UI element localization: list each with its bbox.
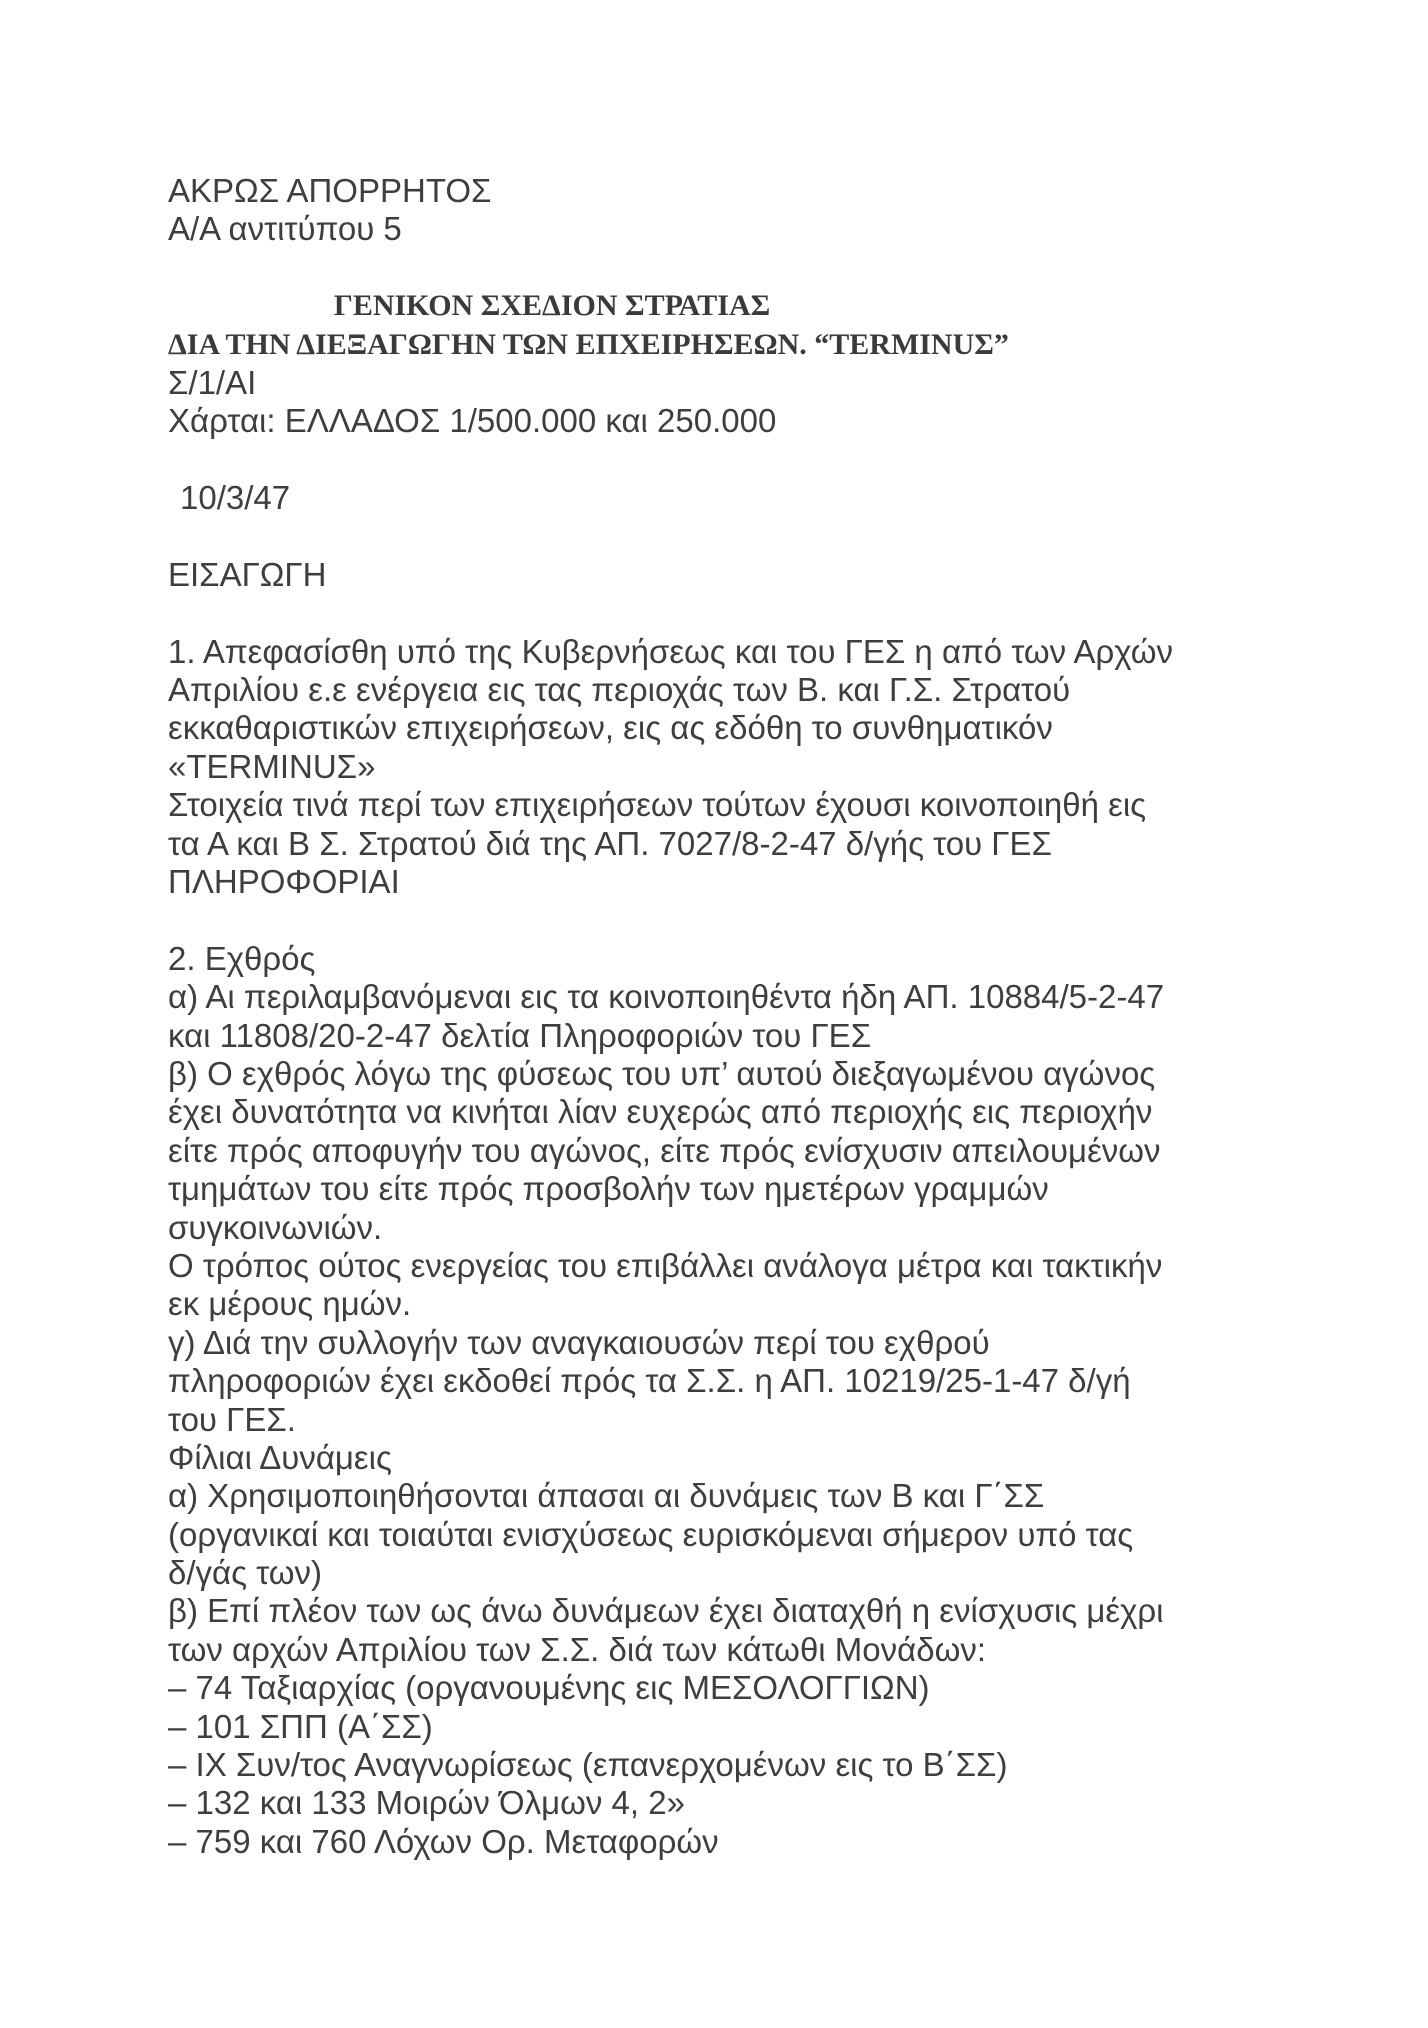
info-section-heading: ΠΛΗΡΟΦΟΡΙΑΙ [168,863,400,901]
intro-paragraph [168,633,1278,863]
intro-heading: ΕΙΣΑΓΩΓΗ [168,555,327,593]
enemy-paragraph-line: Ο τρόπος ούτος ενεργείας του επιβάλλει ανάλογα μέτρα και τακτικήν [168,1246,1163,1284]
unit-list-item: – 132 και 133 Μοιρών Όλμων 4, 2» [168,1784,685,1822]
friendly-forces-line: β) Επί πλέον των ως άνω δυνάμεων έχει διαταχθή η ενίσχυσις μέχρι [168,1592,1164,1630]
enemy-paragraph-line: εκ μέρους ημών. [168,1285,412,1323]
intro-paragraph-line: εκκαθαριστικών επιχειρήσεων, εις ας εδόθη το συνθηματικόν [168,709,1053,747]
friendly-forces-line: α) Χρησιμοποιηθήσονται άπασαι αι δυνάμεις των Β και Γ΄ΣΣ [168,1477,1045,1515]
unit-list-item: – 759 και 760 Λόχων Ορ. Μεταφορών [168,1822,719,1860]
intro-paragraph-line: «TERMINUΣ» [168,747,376,785]
enemy-paragraph [168,978,1278,1439]
enemy-paragraph-line: β) Ο εχθρός λόγω της φύσεως του υπ’ αυτού διεξαγωμένου αγώνος [168,1054,1156,1092]
unit-list-item: – 101 ΣΠΠ (Α΄ΣΣ) [168,1707,433,1745]
friendly-forces-line: (οργανικαί και τοιαύται ενισχύσεως ευρισκόμεναι σήμερον υπό τας [168,1515,1134,1553]
friendly-forces-heading: Φίλιαι Δυνάμεις [168,1438,392,1476]
enemy-paragraph-line: α) Αι περιλαμβανόμεναι εις τα κοινοποιηθέντα ήδη ΑΠ. 10884/5-2-47 [168,978,1165,1016]
blank-line [168,901,1278,939]
friendly-forces-line: δ/γάς των) [168,1554,323,1592]
unit-list-item: – 74 Ταξιαρχίας (οργανουμένης εις ΜΕΣΟΛΟΓΓΙΩΝ) [168,1669,930,1707]
copy-number-line: Α/Α αντιτύπου 5 [168,210,402,248]
intro-paragraph-line: Στοιχεία τινά περί των επιχειρήσεων τούτων έχουσι κοινοποιηθή εις [168,786,1147,824]
maps-line: Χάρται: ΕΛΛΑΔΟΣ 1/500.000 και 250.000 [168,402,777,440]
enemy-paragraph-line: τμημάτων του είτε πρός προσβολήν των ημετέρων γραμμών [168,1170,1049,1208]
intro-paragraph-line: 1. Απεφασίσθη υπό της Κυβερνήσεως και του ΓΕΣ η από των Αρχών [168,632,1173,670]
intro-paragraph-line: τα Α και Β Σ. Στρατού διά της ΑΠ. 7027/8-2-47 δ/γής του ΓΕΣ [168,824,1052,862]
friendly-forces-paragraph [168,1477,1278,1669]
blank-line [168,249,1278,287]
blank-line [168,441,1278,479]
unit-list [168,1669,1278,1861]
enemy-paragraph-line: είτε πρός αποφυγήν του αγώνος, είτε πρός ενίσχυσιν απειλουμένων [168,1131,1161,1169]
protocol-line: Σ/1/ΑΙ [168,363,257,401]
enemy-paragraph-line: συγκοινωνιών. [168,1208,383,1246]
document-content [168,172,1278,1861]
enemy-paragraph-line: γ) Διά την συλλογήν των αναγκαιουσών περί του εχθρού [168,1323,990,1361]
date-line: 10/3/47 [180,479,291,517]
document-title [168,287,1009,364]
enemy-paragraph-line: και 11808/20-2-47 δελτία Πληροφοριών του ΓΕΣ [168,1016,872,1054]
title-line-1: ΓΕΝΙΚΟΝ ΣΧΕΔΙΟΝ ΣΤΡΑΤΙΑΣ [333,289,771,323]
enemy-paragraph-line: του ΓΕΣ. [168,1400,296,1438]
blank-line [168,518,1278,556]
enemy-heading: 2. Εχθρός [168,939,316,977]
enemy-paragraph-line: έχει δυνατότητα να κινήται λίαν ευχερώς από περιοχής εις περιοχήν [168,1093,1153,1131]
unit-list-item: – ΙΧ Συν/τος Αναγνωρίσεως (επανερχομένων εις το Β΄ΣΣ) [168,1746,1008,1784]
classification-label: ΑΚΡΩΣ ΑΠΟΡΡΗΤΟΣ [168,172,492,209]
enemy-paragraph-line: πληροφοριών έχει εκδοθεί πρός τα Σ.Σ. η ΑΠ. 10219/25-1-47 δ/γή [168,1362,1131,1400]
friendly-forces-line: των αρχών Απριλίου των Σ.Σ. διά των κάτωθι Μονάδων: [168,1630,987,1668]
blank-line [168,594,1278,632]
title-line-2: ΔΙΑ ΤΗΝ ΔΙΕΞΑΓΩΓΗΝ ΤΩΝ ΕΠΧΕΙΡΗΣΕΩΝ. “TERMINUΣ” [168,327,1009,361]
intro-paragraph-line: Απριλίου ε.ε ενέργεια εις τας περιοχάς των Β. και Γ.Σ. Στρατού [168,671,1071,709]
